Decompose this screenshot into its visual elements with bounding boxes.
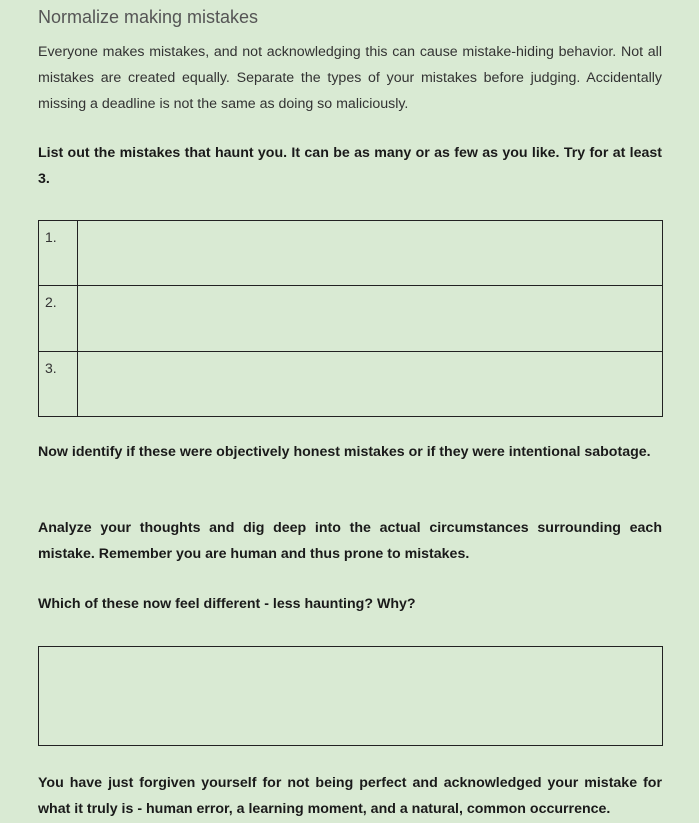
which-feel-different-prompt: Which of these now feel different - less haunting? Why?: [38, 596, 416, 612]
closing-statement: You have just forgiven yourself for not being perfect and acknowledged your mistake for what it truly is - human error, a learning moment, and a natural, common occurrence.: [38, 775, 662, 817]
analyze-prompt: Analyze your thoughts and dig deep into the actual circumstances surrounding each mistake. Remember you are human and thus prone to mistakes.: [38, 520, 662, 562]
mistakes-table: [38, 220, 663, 417]
identify-prompt: Now identify if these were objectively honest mistakes or if they were intentional sabotage.: [38, 444, 651, 460]
row-number: 3.: [39, 351, 78, 416]
mistake-entry-cell[interactable]: [78, 221, 663, 286]
table-row: [39, 286, 663, 351]
row-number: 1.: [39, 221, 78, 286]
row-number: 2.: [39, 286, 78, 351]
table-row: [39, 221, 663, 286]
page-title: Normalize making mistakes: [38, 7, 259, 27]
reflection-answer-box[interactable]: [38, 646, 663, 746]
mistake-entry-cell[interactable]: [78, 351, 663, 416]
list-mistakes-prompt: List out the mistakes that haunt you. It can be as many or as few as you like. Try for at least 3.: [38, 145, 662, 187]
mistake-entry-cell[interactable]: [78, 286, 663, 351]
intro-paragraph: Everyone makes mistakes, and not acknowledging this can cause mistake-hiding behavior. Not all mistakes are created equally. Separate the types of your mistakes before judging. Accidentally missing a deadline is not the same as doing so maliciously.: [38, 44, 662, 112]
table-row: [39, 351, 663, 416]
